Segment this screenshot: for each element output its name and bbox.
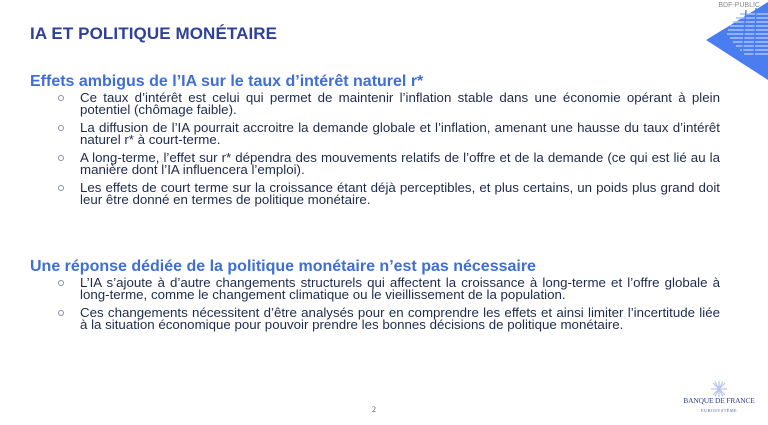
bullet-text: A long-terme, l’effet sur r* dépendra des mouvements relatifs de l’offre et de la demande (ce qui est lié au la manière dont l’IA influencera l’emploi). xyxy=(80,150,720,177)
section-natural-rate xyxy=(30,72,720,212)
classification-label: BDF-PUBLIC xyxy=(718,2,760,9)
page-number: 2 xyxy=(372,405,376,414)
banque-de-france-logo xyxy=(680,380,758,420)
hollow-circle-bullet-icon xyxy=(58,310,64,316)
bullet-text: L’IA s’ajoute à d’autre changements structurels qui affectent la croissance à long-terme et l’offre globale à long-terme, comme le changement climatique ou le vieillissement de la population. xyxy=(80,275,720,302)
bullet-item xyxy=(56,277,720,301)
bullet-text: Ce taux d’intérêt est celui qui permet de maintenir l’inflation stable dans une économie opérant à plein potentiel (chômage faible). xyxy=(80,90,720,117)
bullet-list xyxy=(30,277,720,331)
bullet-item xyxy=(56,92,720,116)
bdf-corner-emblem-icon xyxy=(700,0,768,80)
section-monetary-response xyxy=(30,257,720,337)
logo-subtitle: EUROSYSTÈME xyxy=(700,408,738,413)
bullet-item xyxy=(56,152,720,176)
hollow-circle-bullet-icon xyxy=(58,185,64,191)
bullet-item xyxy=(56,307,720,331)
bullet-list xyxy=(30,92,720,206)
section-heading: Une réponse dédiée de la politique monétaire n’est pas nécessaire xyxy=(30,258,536,275)
bullet-item xyxy=(56,122,720,146)
slide-title: IA ET POLITIQUE MONÉTAIRE xyxy=(30,24,278,43)
hollow-circle-bullet-icon xyxy=(58,280,64,286)
logo-name: BANQUE DE FRANCE xyxy=(683,396,755,405)
bullet-text: Ces changements nécessitent d’être analysés pour en comprendre les effets et ainsi limiter l’incertitude liée à la situation économique pour pouvoir prendre les bonnes décisions de politique monétaire. xyxy=(80,305,720,332)
bullet-text: La diffusion de l’IA pourrait accroitre la demande globale et l’inflation, amenant une hausse du taux d’intérêt naturel r* à court-terme. xyxy=(80,120,720,147)
hollow-circle-bullet-icon xyxy=(58,95,64,101)
section-heading: Effets ambigus de l’IA sur le taux d’intérêt naturel r* xyxy=(30,73,424,90)
bullet-item xyxy=(56,182,720,206)
hollow-circle-bullet-icon xyxy=(58,155,64,161)
bullet-text: Les effets de court terme sur la croissance étant déjà perceptibles, et plus certains, un poids plus grand doit leur être donné en termes de politique monétaire. xyxy=(80,180,720,207)
hollow-circle-bullet-icon xyxy=(58,125,64,131)
